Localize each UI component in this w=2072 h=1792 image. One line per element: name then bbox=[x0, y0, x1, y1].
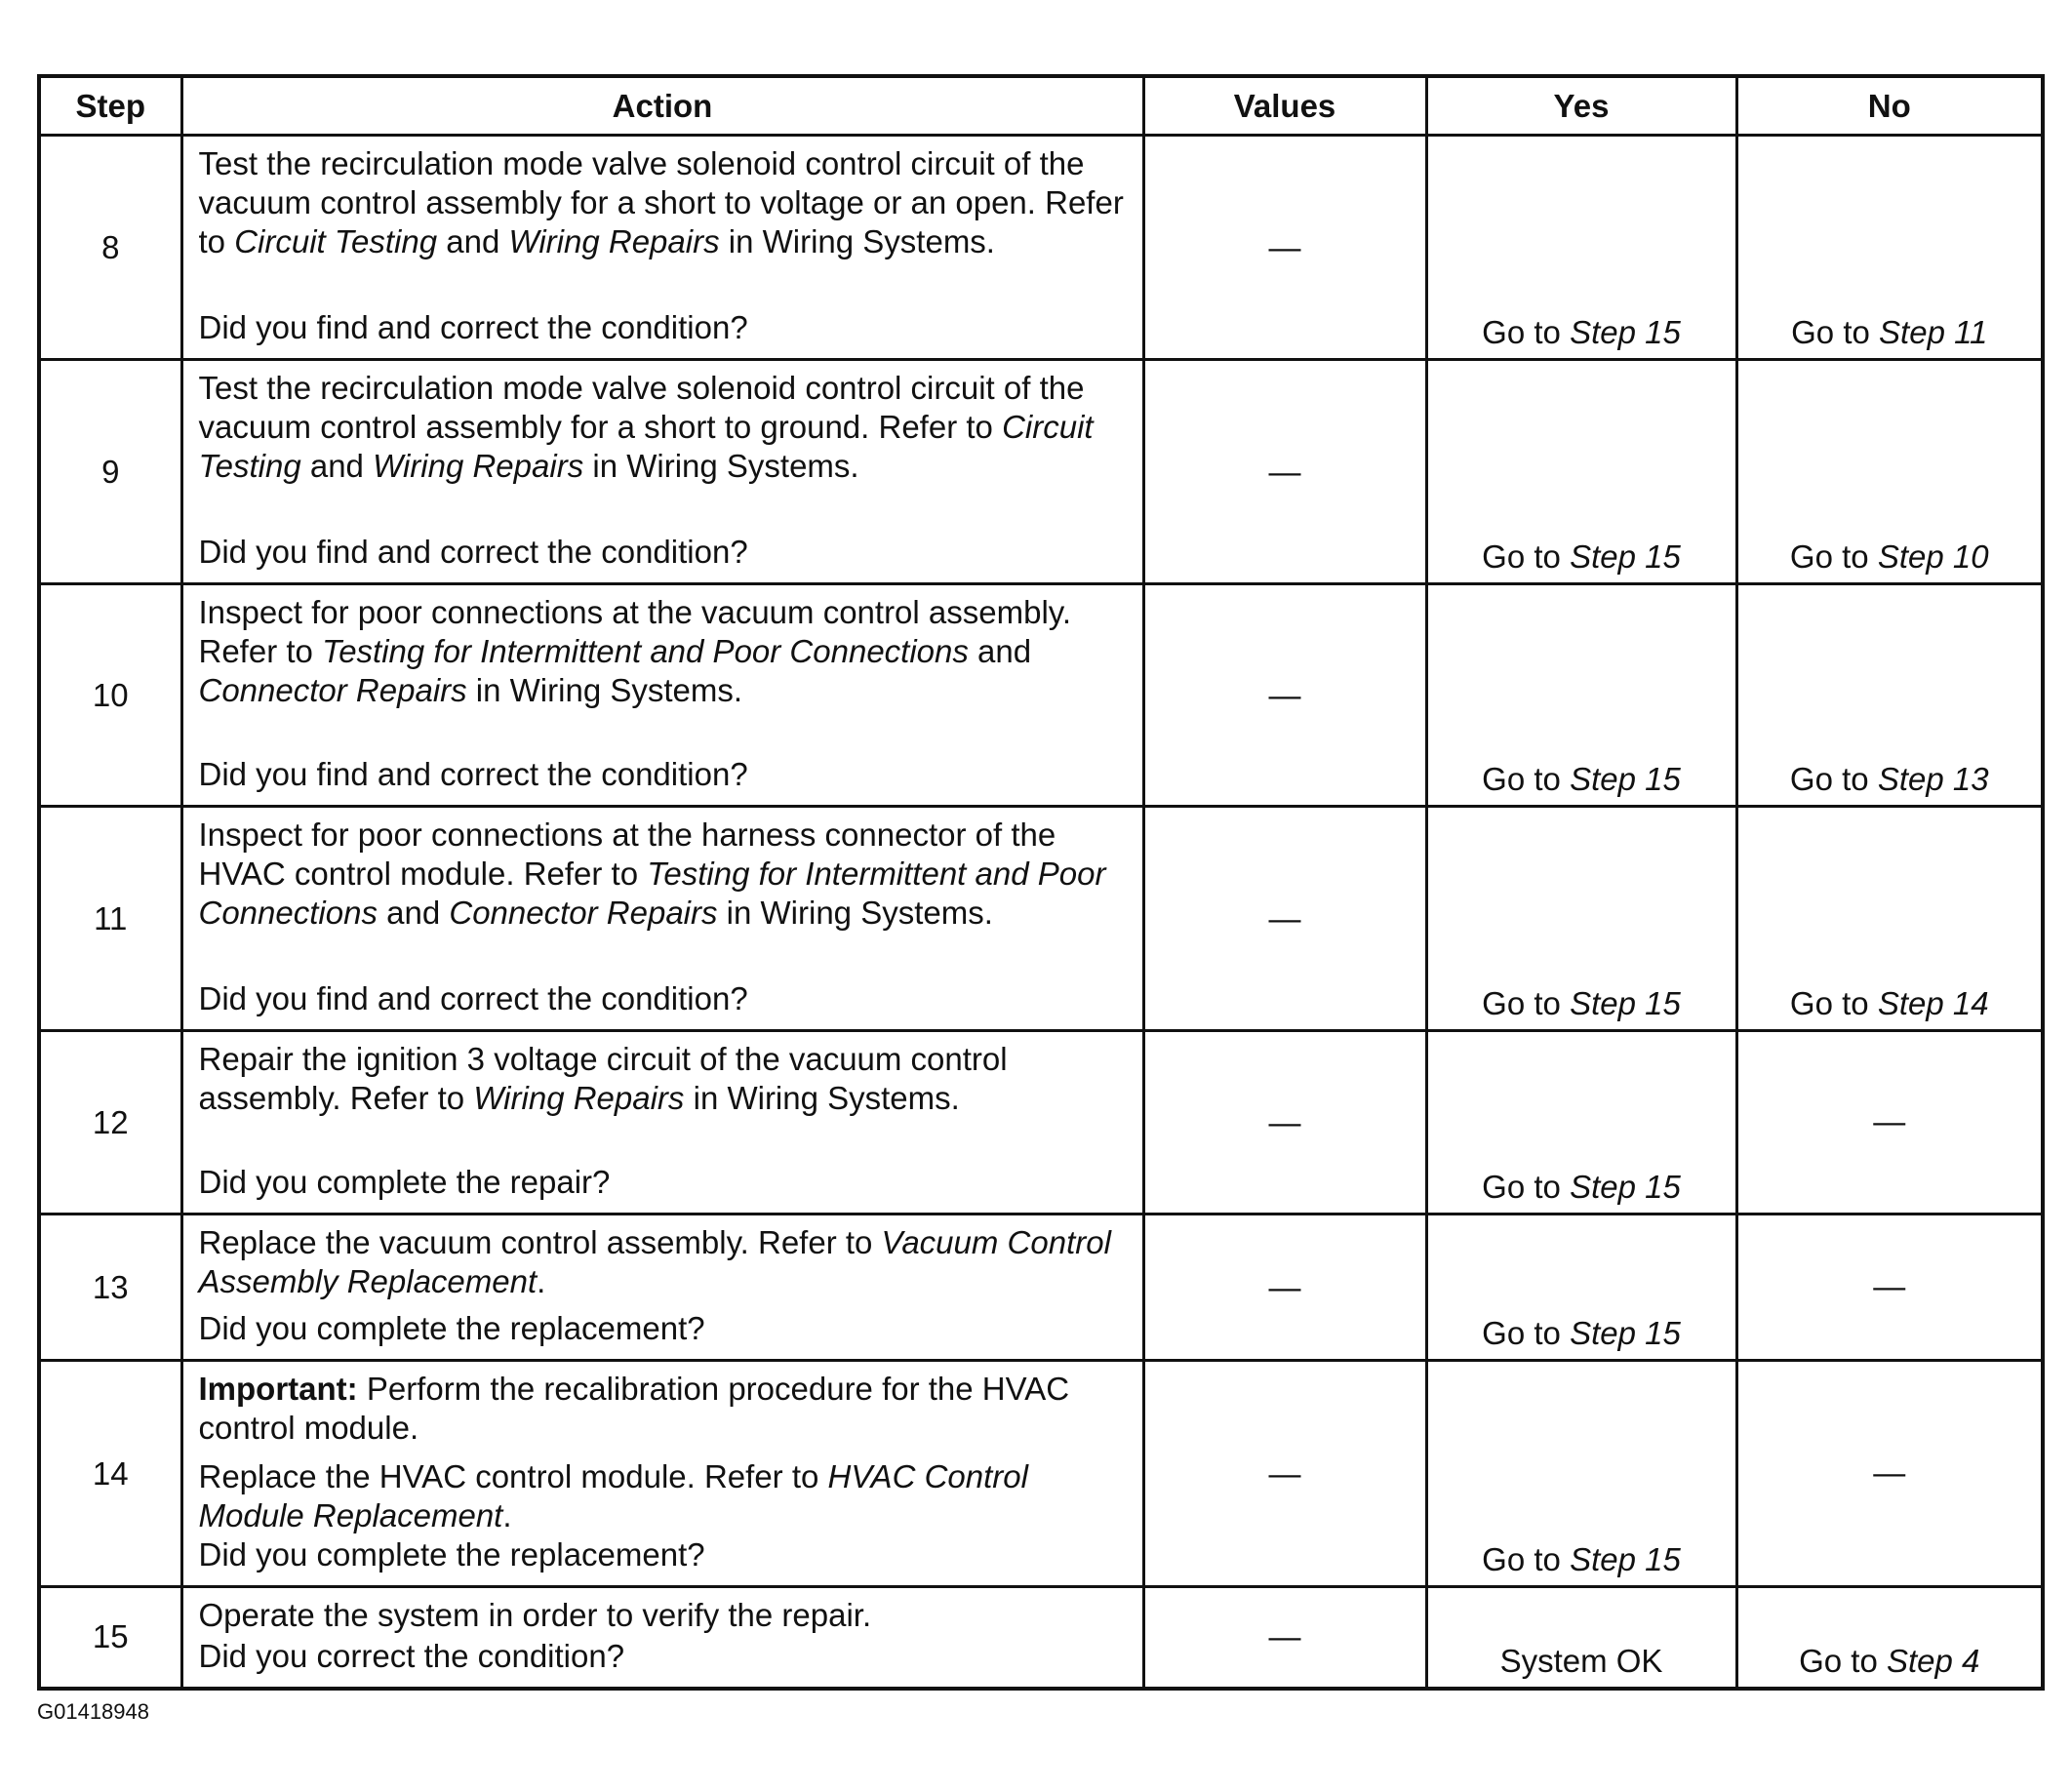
values-cell: — bbox=[1143, 1215, 1426, 1361]
table-row bbox=[39, 360, 2043, 584]
yes-goto-prefix: Go to bbox=[1482, 761, 1571, 797]
yes-cell bbox=[1426, 360, 1736, 584]
yes-goto-step: Step 15 bbox=[1570, 538, 1681, 575]
reference-link-text: Wiring Repairs bbox=[373, 448, 584, 484]
important-note bbox=[199, 1370, 1129, 1448]
no-cell bbox=[1736, 807, 2043, 1031]
header-action: Action bbox=[181, 76, 1143, 136]
step-number: 12 bbox=[39, 1031, 181, 1215]
no-goto-prefix: Go to bbox=[1789, 761, 1878, 797]
no-goto-step: Step 13 bbox=[1877, 761, 1989, 797]
action-text-segment: in Wiring Systems. bbox=[684, 1080, 960, 1116]
reference-link-text: Connector Repairs bbox=[449, 895, 718, 931]
action-instructions bbox=[199, 593, 1129, 710]
diagnostic-table bbox=[37, 74, 2045, 1691]
action-text-segment: Replace the HVAC control module. Refer to bbox=[198, 1458, 828, 1494]
action-instructions bbox=[199, 369, 1129, 486]
question-text: Did you find and correct the condition? bbox=[198, 756, 748, 792]
question-text: Did you find and correct the condition? bbox=[198, 309, 748, 345]
yes-goto-prefix: Go to bbox=[1482, 1169, 1571, 1205]
reference-link-text: Testing for Intermittent and Poor Connections bbox=[322, 633, 969, 669]
action-cell bbox=[181, 360, 1143, 584]
no-cell bbox=[1736, 1587, 2043, 1689]
action-text-segment: in Wiring Systems. bbox=[719, 223, 995, 259]
reference-link-text: Wiring Repairs bbox=[473, 1080, 685, 1116]
header-step: Step bbox=[39, 76, 181, 136]
no-cell bbox=[1736, 136, 2043, 360]
reference-link-text: Vacuum Control Assembly Replacement bbox=[198, 1224, 1111, 1299]
table-row bbox=[39, 1031, 2043, 1215]
yes-cell bbox=[1426, 1587, 1736, 1689]
action-cell bbox=[181, 1215, 1143, 1361]
no-cell: — bbox=[1736, 1215, 2043, 1361]
reference-link-text: Circuit Testing bbox=[234, 223, 438, 259]
action-text-segment: Repair the ignition 3 voltage circuit of the vacuum control assembly. Refer to bbox=[198, 1041, 1008, 1116]
action-content bbox=[199, 144, 1129, 347]
action-cell bbox=[181, 1361, 1143, 1587]
action-content bbox=[199, 1370, 1129, 1574]
action-text-segment: and bbox=[377, 895, 450, 931]
step-number: 8 bbox=[39, 136, 181, 360]
action-text bbox=[199, 1040, 1129, 1118]
table-row bbox=[39, 1361, 2043, 1587]
step-number: 10 bbox=[39, 584, 181, 807]
action-instructions bbox=[199, 1370, 1129, 1535]
header-no: No bbox=[1736, 76, 2043, 136]
values-cell: — bbox=[1143, 360, 1426, 584]
values-cell: — bbox=[1143, 807, 1426, 1031]
table-row bbox=[39, 1587, 2043, 1689]
action-text-segment: Test the recirculation mode valve solenoid control circuit of the vacuum control assembly for a short to voltage or an open. Refer to bbox=[198, 145, 1124, 259]
step-number: 11 bbox=[39, 807, 181, 1031]
yes-goto-step: Step 15 bbox=[1570, 761, 1681, 797]
no-cell: — bbox=[1736, 1361, 2043, 1587]
action-text-segment: and bbox=[300, 448, 374, 484]
table-row bbox=[39, 807, 2043, 1031]
action-text bbox=[199, 1457, 1129, 1535]
question-text: Did you complete the replacement? bbox=[198, 1536, 705, 1573]
no-goto-prefix: Go to bbox=[1799, 1642, 1887, 1679]
action-text bbox=[199, 593, 1129, 710]
yes-goto-step: Step 15 bbox=[1570, 1169, 1681, 1205]
yes-cell bbox=[1426, 1215, 1736, 1361]
header-yes: Yes bbox=[1426, 76, 1736, 136]
action-cell bbox=[181, 1031, 1143, 1215]
action-text-segment: in Wiring Systems. bbox=[466, 672, 743, 708]
yes-cell bbox=[1426, 807, 1736, 1031]
action-content bbox=[199, 1596, 1129, 1676]
no-goto-step: Step 4 bbox=[1886, 1642, 1980, 1679]
action-text bbox=[199, 1223, 1129, 1301]
action-text bbox=[199, 369, 1129, 486]
table-body bbox=[39, 136, 2043, 1689]
action-text-segment: . bbox=[502, 1497, 512, 1533]
action-instructions bbox=[199, 1596, 1129, 1635]
no-goto-prefix: Go to bbox=[1789, 538, 1878, 575]
no-goto-prefix: Go to bbox=[1789, 985, 1878, 1021]
action-text-segment: Inspect for poor connections at the harness connector of the HVAC control module. Refer to bbox=[198, 816, 1056, 892]
yes-goto-prefix: Go to bbox=[1482, 538, 1571, 575]
step-number: 15 bbox=[39, 1587, 181, 1689]
yes-goto-prefix: Go to bbox=[1482, 1315, 1571, 1351]
action-text bbox=[199, 816, 1129, 933]
action-content bbox=[199, 593, 1129, 794]
values-cell: — bbox=[1143, 136, 1426, 360]
yes-goto-prefix: Go to bbox=[1482, 314, 1571, 350]
no-goto-prefix: Go to bbox=[1791, 314, 1880, 350]
important-label: Important: bbox=[198, 1371, 358, 1407]
values-cell: — bbox=[1143, 1361, 1426, 1587]
yes-goto-step: Step 15 bbox=[1570, 1541, 1681, 1577]
action-text-segment: . bbox=[537, 1263, 546, 1299]
no-cell: — bbox=[1736, 1031, 2043, 1215]
no-cell bbox=[1736, 584, 2043, 807]
action-text bbox=[199, 144, 1129, 261]
action-content bbox=[199, 369, 1129, 572]
reference-link-text: Circuit Testing bbox=[198, 409, 1094, 484]
action-text-segment: in Wiring Systems. bbox=[583, 448, 859, 484]
reference-link-text: Testing for Intermittent and Poor Connections bbox=[198, 856, 1106, 931]
table-row bbox=[39, 1215, 2043, 1361]
reference-link-text: HVAC Control Module Replacement bbox=[198, 1458, 1028, 1533]
action-text-segment: and bbox=[437, 223, 509, 259]
values-cell: — bbox=[1143, 1587, 1426, 1689]
action-instructions bbox=[199, 1223, 1129, 1301]
action-text-segment: Operate the system in order to verify the repair. bbox=[198, 1597, 872, 1633]
yes-goto-prefix: Go to bbox=[1482, 985, 1571, 1021]
action-content bbox=[199, 1040, 1129, 1202]
question-text: Did you complete the repair? bbox=[198, 1164, 611, 1200]
action-text-segment: in Wiring Systems. bbox=[717, 895, 993, 931]
header-values: Values bbox=[1143, 76, 1426, 136]
action-cell bbox=[181, 1587, 1143, 1689]
header-row bbox=[39, 76, 2043, 136]
no-goto-step: Step 10 bbox=[1877, 538, 1989, 575]
reference-link-text: Wiring Repairs bbox=[508, 223, 720, 259]
yes-result: System OK bbox=[1499, 1642, 1663, 1679]
question-text: Did you complete the replacement? bbox=[198, 1310, 705, 1346]
action-text-segment: Inspect for poor connections at the vacuum control assembly. Refer to bbox=[198, 594, 1072, 669]
figure-id: G01418948 bbox=[37, 1699, 149, 1724]
table-row bbox=[39, 136, 2043, 360]
question-text: Did you find and correct the condition? bbox=[198, 980, 748, 1016]
step-number: 13 bbox=[39, 1215, 181, 1361]
action-content bbox=[199, 1223, 1129, 1348]
question-text: Did you find and correct the condition? bbox=[198, 534, 748, 570]
reference-link-text: Connector Repairs bbox=[198, 672, 467, 708]
no-goto-step: Step 11 bbox=[1879, 314, 1988, 350]
action-cell bbox=[181, 136, 1143, 360]
action-content bbox=[199, 816, 1129, 1018]
yes-cell bbox=[1426, 1361, 1736, 1587]
values-cell: — bbox=[1143, 584, 1426, 807]
no-goto-step: Step 14 bbox=[1877, 985, 1989, 1021]
table-row bbox=[39, 584, 2043, 807]
action-instructions bbox=[199, 144, 1129, 261]
yes-goto-step: Step 15 bbox=[1570, 985, 1681, 1021]
step-number: 9 bbox=[39, 360, 181, 584]
yes-goto-prefix: Go to bbox=[1482, 1541, 1571, 1577]
important-text: Perform the recalibration procedure for the HVAC control module. bbox=[198, 1371, 1070, 1446]
yes-cell bbox=[1426, 1031, 1736, 1215]
values-cell: — bbox=[1143, 1031, 1426, 1215]
yes-cell bbox=[1426, 136, 1736, 360]
action-text bbox=[199, 1596, 1129, 1635]
question-text: Did you correct the condition? bbox=[198, 1638, 625, 1674]
action-text-segment: Test the recirculation mode valve solenoid control circuit of the vacuum control assembly for a short to ground. Refer to bbox=[198, 370, 1085, 445]
yes-cell bbox=[1426, 584, 1736, 807]
action-cell bbox=[181, 807, 1143, 1031]
action-text-segment: and bbox=[968, 633, 1032, 669]
action-instructions bbox=[199, 816, 1129, 933]
action-instructions bbox=[199, 1040, 1129, 1118]
step-number: 14 bbox=[39, 1361, 181, 1587]
yes-goto-step: Step 15 bbox=[1570, 314, 1681, 350]
no-cell bbox=[1736, 360, 2043, 584]
action-cell bbox=[181, 584, 1143, 807]
action-text-segment: Replace the vacuum control assembly. Refer to bbox=[198, 1224, 882, 1260]
yes-goto-step: Step 15 bbox=[1570, 1315, 1681, 1351]
